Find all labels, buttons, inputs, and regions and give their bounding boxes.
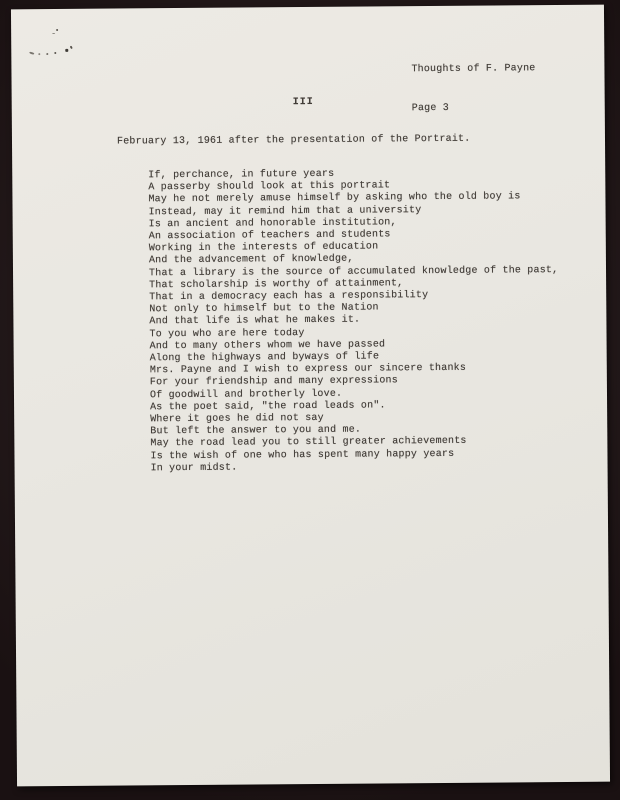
poem-line: Is an ancient and honorable institution, [148, 217, 397, 231]
poem-line: Not only to himself but to the Nation [149, 302, 379, 316]
pencil-speck [54, 52, 56, 54]
pencil-speck [70, 46, 73, 50]
header-title: Thoughts of F. Payne [411, 63, 536, 76]
poem-line: May the road lead you to still greater achievements [150, 436, 467, 450]
poem-line: That scholarship is worthy of attainment, [149, 278, 404, 292]
pencil-speck [46, 53, 48, 55]
poem-line: Of goodwill and brotherly love. [149, 388, 343, 401]
poem-line: An association of teachers and students [148, 229, 391, 243]
poem-line: For your friendship and many expressions [149, 375, 398, 389]
dateline: February 13, 1961 after the presentation of the Portrait. [116, 133, 471, 148]
poem-body [148, 167, 560, 475]
poem-line: But left the answer to you and me. [150, 424, 362, 438]
pencil-speck [38, 53, 40, 55]
poem-line: Working in the interests of education [148, 241, 379, 255]
poem-line: A passerby should look at this portrait [148, 180, 391, 194]
poem-line: In your midst. [150, 462, 238, 475]
pencil-marks [19, 19, 83, 58]
pencil-speck [52, 33, 55, 34]
poem-line: As the poet said, "the road leads on". [150, 400, 386, 414]
poem-line: And to many others whom we have passed [149, 339, 386, 353]
poem-line: That a library is the source of accumulated knowledge of the past, [148, 264, 559, 279]
pencil-speck [56, 29, 58, 31]
header-page-number: Page 3 [411, 102, 450, 115]
poem-line: That in a democracy each has a responsibility [149, 290, 429, 304]
poem-line: Instead, may it remind him that a university [148, 204, 422, 218]
document-page [11, 5, 610, 787]
poem-line: And the advancement of knowledge, [148, 254, 354, 267]
document-header [411, 36, 536, 141]
poem-line: If, perchance, in future years [148, 168, 335, 182]
pencil-speck [65, 49, 68, 52]
poem-line: To you who are here today [149, 327, 305, 340]
poem-line: Is the wish of one who has spent many happy years [150, 448, 455, 462]
pencil-speck [29, 51, 34, 54]
section-numeral: III [292, 96, 314, 109]
poem-line: Where it goes he did not say [150, 412, 324, 426]
poem-line: Mrs. Payne and I wish to express our sincere thanks [149, 363, 467, 377]
poem-line: And that life is what he makes it. [149, 315, 361, 328]
poem-line: Along the highways and byways of life [149, 351, 380, 365]
poem-line: May he not merely amuse himself by asking who the old boy is [148, 191, 521, 206]
